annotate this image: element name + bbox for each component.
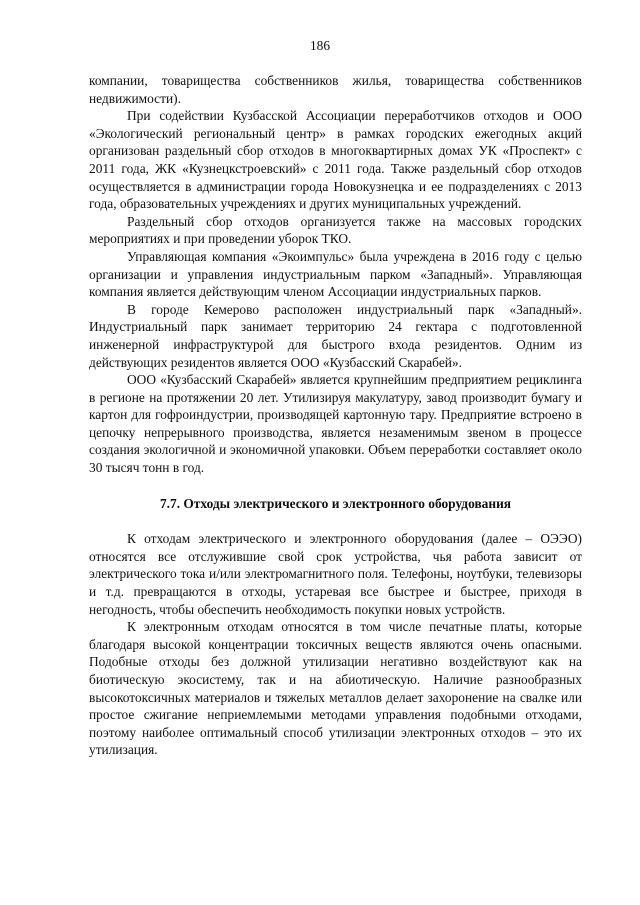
- paragraph-industrial-park: В городе Кемерово расположен индустриальный парк «Западный». Индустриальный парк занимает территорию 24 гектара с подготовленной инженерной инфраструктурой для быстрого входа резидентов. Одним из действующих резидентов является ООО «Кузбасский Скарабей».: [89, 301, 582, 370]
- paragraph-weee-definition: К отходам электрического и электронного оборудования (далее – ОЭЭО) относятся все отслужившие свой срок устройства, чья работа зависит от электрического тока и/или электромагнитного поля. Телефоны, ноутбуки, телевизоры и т.д. превращаются в отходы, устаревая все быстрее и быстрее, приходя в негодность, чтобы обеспечить необходимость покупки новых устройств.: [89, 531, 582, 617]
- paragraph-electronic-waste: К электронным отходам относятся в том числе печатные платы, которые благодаря высокой концентрации токсичных веществ являются очень опасными. Подобные отходы без должной утилизации негативно воздействуют как на биотическую экосистему, так и на абиотическую. Наличие разнообразных высокотоксичных материалов и тяжелых металлов делает захоронение на свалке или простое сжигание неприемлемыми методами управления подобными отходами, поэтому наиболее оптимальный способ утилизации электронных отходов – это их утилизация.: [89, 619, 582, 758]
- paragraph-ecoimpulse: Управляющая компания «Экоимпульс» была учреждена в 2016 году с целью организации и управления индустриальным парком «Западный». Управляющая компания является действующим членом Ассоциации индустриальных парков.: [89, 248, 582, 300]
- body-text: [89, 72, 582, 759]
- section-heading: 7.7. Отходы электрического и электронного оборудования: [159, 495, 512, 511]
- paragraph-continuation: компании, товарищества собственников жилья, товарищества собственников недвижимости).: [89, 73, 582, 106]
- paragraph-mass-events: Раздельный сбор отходов организуется также на массовых городских мероприятиях и при проведении уборок ТКО.: [89, 213, 582, 247]
- paragraph-separate-collection: При содействии Кузбасской Ассоциации переработчиков отходов и ООО «Экологический региональный центр» в рамках городских ежегодных акций организован раздельный сбор отходов в многоквартирных домах УК «Проспект» с 2011 года, ЖК «Кузнецкстроевский» с 2011 года. Также раздельный сбор отходов осуществляется в администрации города Новокузнецка и ее подразделениях с 2013 года, образовательных учреждениях и других муниципальных учреждений.: [89, 108, 582, 212]
- paragraph-kuzbass-scarab: ООО «Кузбасский Скарабей» является крупнейшим предприятием рециклинга в регионе на протяжении 20 лет. Утилизируя макулатуру, завод производит бумагу и картон для гофроиндустрии, производящей картонную тару. Предприятие встроено в цепочку непрерывного производства, является незаменимым звеном в процессе создания экологичной и экономичной упаковки. Объем переработки составляет около 30 тысяч тонн в год.: [89, 372, 582, 476]
- page-number: 186: [309, 38, 331, 53]
